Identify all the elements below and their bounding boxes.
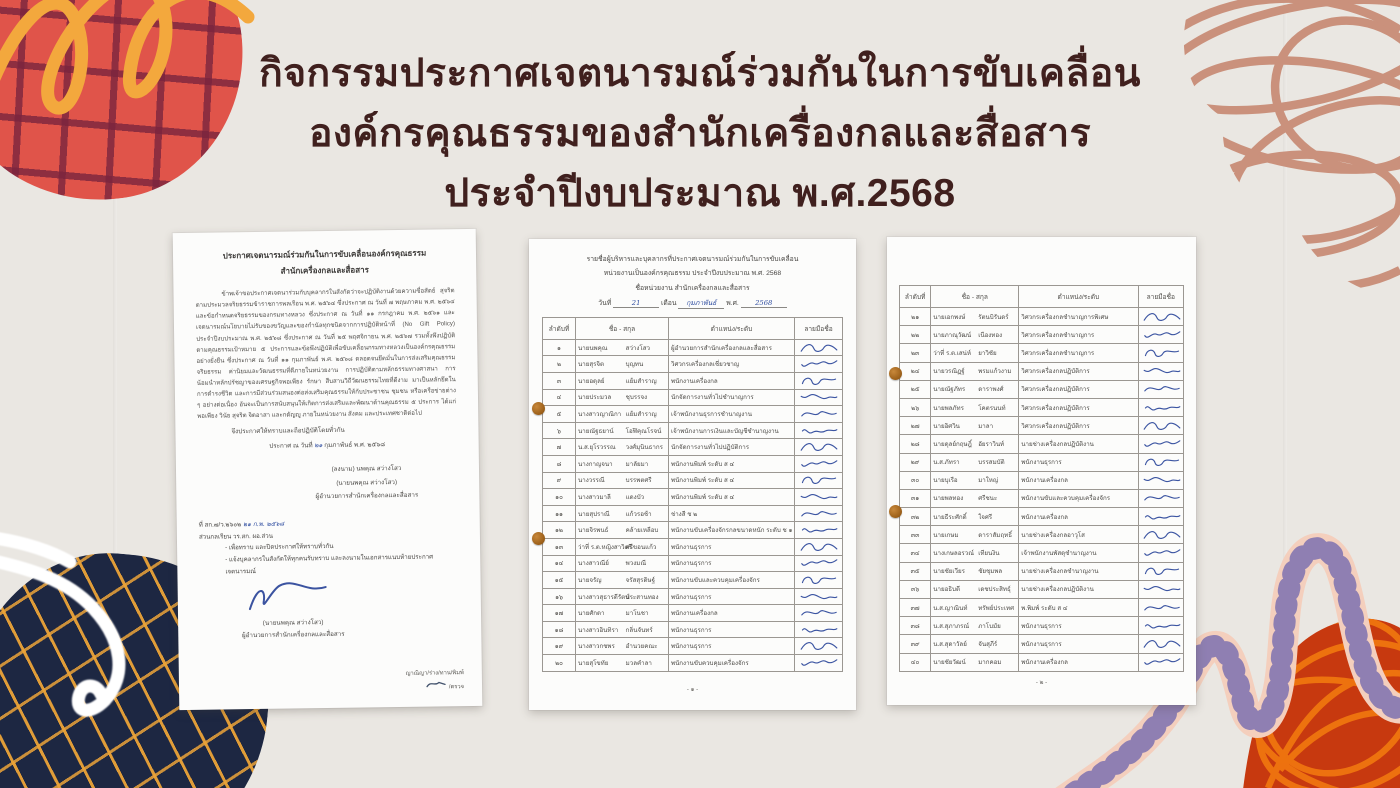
row-name: นายภาณุวัฒน์ เนืองทอง [931, 326, 1019, 344]
table-row [900, 635, 1184, 653]
row-signature [795, 372, 843, 389]
signature-squiggle-icon [1141, 655, 1183, 669]
table-row [900, 544, 1184, 562]
row-position: พนักงานพิมพ์ ระดับ ส ๔ [669, 489, 795, 506]
row-signature [795, 505, 843, 522]
row-position: เจ้าพนักงานการเงินและบัญชีชำนาญงาน [669, 422, 795, 439]
table-row [900, 580, 1184, 598]
row-number: ๓๓ [900, 526, 931, 544]
signature-squiggle-icon [798, 656, 840, 670]
row-signature [795, 555, 843, 572]
row-number: ๙ [543, 472, 576, 489]
row-position: เจ้าพนักงานธุรการชำนาญงาน [669, 406, 795, 423]
row-position: พนักงานขับควบคุมเครื่องจักร [669, 655, 795, 672]
row-signature [1138, 344, 1183, 362]
row-name: นางวรรณี บรรพตศรี [576, 472, 669, 489]
row-position: นายช่างเครื่องกลปฏิบัติงาน [1019, 435, 1138, 453]
row-name: นางสาวกชพร อำนวยคณะ [576, 638, 669, 655]
row-signature [795, 439, 843, 456]
row-position: พนักงานธุรการ [1019, 453, 1138, 471]
row-position: วิศวกรเครื่องกลปฏิบัติการ [1019, 362, 1138, 380]
table-row [543, 655, 843, 672]
row-signature [1138, 489, 1183, 507]
row-position: พนักงานขับและควบคุมเครื่องจักร [669, 572, 795, 589]
row-number: ๓๖ [900, 580, 931, 598]
binder-hole-dot [532, 402, 545, 415]
row-name: นายสุโขทัย มวลคำลา [576, 655, 669, 672]
row-name: นายวรณิฏฐ์ พรมแก้วงาม [931, 362, 1019, 380]
handwritten-month: กุมภาพันธ์ [678, 297, 724, 309]
table-row [543, 356, 843, 373]
row-position: พนักงานธุรการ [669, 555, 795, 572]
signature-squiggle-icon [798, 590, 840, 604]
row-signature [795, 406, 843, 423]
table-row [543, 422, 843, 439]
signature-squiggle-icon [798, 556, 840, 570]
row-signature [795, 538, 843, 555]
initials-squiggle-icon [425, 680, 447, 689]
letter-closing: จึงประกาศให้ทราบและถือปฏิบัติโดยทั่วกัน [231, 426, 345, 436]
row-name: นายชัยเวียร ชัยชุมพล [931, 562, 1019, 580]
signature-squiggle-icon [798, 407, 840, 421]
row-signature [795, 655, 843, 672]
row-number: ๑๒ [543, 522, 576, 539]
row-signature [795, 572, 843, 589]
row-name: น.ส.สุภาภรณ์ ภาโบมัย [931, 617, 1019, 635]
row-name: นางสาวณีย์ พวงมณี [576, 555, 669, 572]
row-signature [1138, 562, 1183, 580]
row-signature [795, 522, 843, 539]
signature-squiggle-icon [1141, 419, 1183, 433]
signature-squiggle-icon [798, 540, 840, 554]
row-signature [1138, 580, 1183, 598]
row-number: ๒๙ [900, 453, 931, 471]
row-position: ช่างสี ช ๒ [669, 505, 795, 522]
row-number: ๓๕ [900, 562, 931, 580]
table-row [900, 417, 1184, 435]
row-signature [1138, 526, 1183, 544]
signature-squiggle-icon [798, 573, 840, 587]
row-name: นางสาวสุธารดีรัตน์ ประสานทอง [576, 588, 669, 605]
row-name: นายพลภัทร โคตรนนท์ [931, 398, 1019, 416]
table-row [900, 362, 1184, 380]
table-row [900, 398, 1184, 416]
page-title [0, 44, 1400, 224]
table-row [543, 406, 843, 423]
row-signature [795, 489, 843, 506]
row-name: นายธีระศักดิ์ ใจศรี [931, 508, 1019, 526]
row-name: น.ส.ยุโรวรรณ วงศ์มุนินธากร [576, 439, 669, 456]
signature-squiggle-icon [1141, 401, 1183, 415]
row-number: ๓๗ [900, 599, 931, 617]
row-position: นักจัดการงานทั่วไปปฏิบัติการ [669, 439, 795, 456]
row-name: นายนพคุณ สว่างโสว [576, 339, 669, 356]
row-name: นายชัยวัฒน์ มากคอม [931, 653, 1019, 671]
row-name: นางสาวอินทิรา กลิ่นจันทร์ [576, 621, 669, 638]
signature-squiggle-icon [798, 374, 840, 388]
row-name: นายพลทอง ศรีชนะ [931, 489, 1019, 507]
row-position: นายช่างเครื่องกลอาวุโส [1019, 526, 1138, 544]
row-name: นายบุเรือ มาใหญ่ [931, 471, 1019, 489]
note-line: - เพื่อทราบ และปิดประกาศให้ทราบทั่วกัน [225, 543, 334, 552]
handwritten-day: 21 [613, 299, 659, 308]
row-position: ผู้อำนวยการสำนักเครื่องกลและสื่อสาร [669, 339, 795, 356]
table-row [900, 489, 1184, 507]
table-row [900, 435, 1184, 453]
row-number: ๒๖ [900, 398, 931, 416]
table-row [543, 472, 843, 489]
row-position: พนักงานธุรการ [669, 638, 795, 655]
row-name: นายจรัญ จรัสสุรดิษฐ์ [576, 572, 669, 589]
page-title-line3: ประจำปีงบประมาณ พ.ศ.2568 [444, 172, 956, 215]
table-header-row [543, 317, 843, 339]
row-position: วิศวกรเครื่องกลปฏิบัติการ [1019, 398, 1138, 416]
signature-squiggle-icon [798, 424, 840, 438]
proclamation-letter-scan [173, 229, 483, 710]
signature-squiggle-icon [798, 507, 840, 521]
row-signature [1138, 599, 1183, 617]
row-name: นายสุปราณี แก้วรอช้า [576, 505, 669, 522]
signer-title: ผู้อำนวยการสำนักเครื่องกลและสื่อสาร [315, 491, 419, 501]
row-number: ๒๓ [900, 344, 931, 362]
unit-name-line: ชื่อหน่วยงาน สำนักเครื่องกลและสื่อสาร [635, 284, 750, 292]
row-number: ๑๑ [543, 505, 576, 522]
row-number: ๒๒ [900, 326, 931, 344]
row-number: ๑ [543, 339, 576, 356]
attention-line: ส่วนกลเรียน วร.สก. ผอ.ส่วน [198, 532, 274, 541]
column-header: ตำแหน่ง/ระดับ [1019, 286, 1138, 308]
row-signature [795, 389, 843, 406]
signature-squiggle-icon [798, 440, 840, 454]
row-name: นางสาวมาลี แดงบัว [576, 489, 669, 506]
row-name: นายศักดา มาโนชา [576, 605, 669, 622]
row-name: นายดุลย์กฤษฎิ์ อัยราวินท์ [931, 435, 1019, 453]
table-row [543, 489, 843, 506]
signature-squiggle-icon [798, 623, 840, 637]
signature-table-page-1 [529, 239, 856, 710]
row-position: วิศวกรเครื่องกลเชี่ยวชาญ [669, 356, 795, 373]
signature-squiggle-icon [1141, 582, 1183, 596]
row-signature [795, 605, 843, 622]
table-row [900, 508, 1184, 526]
column-header: ชื่อ - สกุล [576, 317, 669, 339]
row-number: ๑๖ [543, 588, 576, 605]
signature-squiggle-icon [1141, 601, 1183, 615]
table-row [543, 505, 843, 522]
row-position: นายช่างเครื่องกลชำนาญงาน [1019, 562, 1138, 580]
signature-table-page-2 [887, 237, 1196, 705]
handwritten-ref-date: ๒๑ ก.พ. ๒๕๖๘ [242, 520, 285, 528]
row-signature [795, 472, 843, 489]
signer-name: (นายนพคุณ สว่างโสว) [336, 478, 398, 487]
signature-squiggle-icon [1141, 619, 1183, 633]
row-number: ๔ [543, 389, 576, 406]
table-row [543, 572, 843, 589]
row-signature [1138, 544, 1183, 562]
row-position: วิศวกรเครื่องกลชำนาญการ [1019, 344, 1138, 362]
row-number: ๑๗ [543, 605, 576, 622]
row-signature [795, 455, 843, 472]
row-signature [795, 356, 843, 373]
table-row [543, 339, 843, 356]
table-row [543, 605, 843, 622]
table-row [900, 562, 1184, 580]
row-signature [795, 638, 843, 655]
signature-squiggle-icon [798, 606, 840, 620]
table-row [543, 555, 843, 572]
row-name: นายณัฐธยาน์ โอฬิคุณโรจน์ [576, 422, 669, 439]
row-signature [1138, 417, 1183, 435]
row-number: ๒๘ [900, 435, 931, 453]
row-position: พนักงานธุรการ [669, 588, 795, 605]
row-name: ว่าที่ ร.ต.หญิงสาวิตรี ศรีขอนแก้ว [576, 538, 669, 555]
row-signature [795, 339, 843, 356]
signature-squiggle-icon [798, 473, 840, 487]
row-position: พนักงานธุรการ [669, 621, 795, 638]
signature-squiggle-icon [1141, 491, 1183, 505]
page-number: - ๑ - [686, 687, 699, 693]
row-name: นายเกษม ดาราสัมฤทธิ์ [931, 526, 1019, 544]
row-position: พนักงานเครื่องกล [669, 372, 795, 389]
signature-squiggle-icon [1141, 310, 1183, 324]
row-position: พนักงานเครื่องกล [669, 605, 795, 622]
row-position: วิศวกรเครื่องกลชำนาญการ [1019, 326, 1138, 344]
row-number: ๑๐ [543, 489, 576, 506]
row-position: พนักงานขับเครื่องจักรกลขนาดหนัก ระดับ ช ๑ [669, 522, 795, 539]
table-row [900, 526, 1184, 544]
row-signature [795, 422, 843, 439]
handwritten-notes [199, 516, 459, 579]
signer2-title: ผู้อำนวยการสำนักเครื่องกลและสื่อสาร [241, 630, 345, 640]
row-number: ๒๗ [900, 417, 931, 435]
letter-date-line: ประกาศ ณ วันที่ ๒๑ กุมภาพันธ์ พ.ศ. ๒๕๖๘ [269, 441, 386, 450]
signatories-table [542, 317, 843, 672]
signature-squiggle-icon [798, 341, 840, 355]
row-position: นักจัดการงานทั่วไปชำนาญการ [669, 389, 795, 406]
signature-block-2 [218, 616, 368, 643]
row-position: พนักงานขับและควบคุมเครื่องจักร [1019, 489, 1138, 507]
row-name: นางสาวญาณิกา แย้มสำราญ [576, 406, 669, 423]
note-line: - แจ้งบุคลากรในสังกัดให้ทุกคนรับทราบ และลงนามในเอกสารแนบท้ายประกาศเจตนารมณ์ [225, 553, 434, 576]
letter-heading: ประกาศเจตนารมณ์ร่วมกันในการขับเคลื่อนองค์กรคุณธรรม [222, 248, 427, 261]
row-name: นายประมวล ชุบรรจง [576, 389, 669, 406]
signature-squiggle-icon [1141, 510, 1183, 524]
row-number: ๗ [543, 439, 576, 456]
page-title-line2: องค์กรคุณธรรมของสำนักเครื่องกลและสื่อสาร [308, 112, 1092, 155]
row-position: พ.พิมพ์ ระดับ ส ๔ [1019, 599, 1138, 617]
row-number: ๓๙ [900, 635, 931, 653]
table-row [543, 638, 843, 655]
row-name: นายเอกพงษ์ รัตนบิรันดร์ [931, 308, 1019, 326]
row-number: ๑๘ [543, 621, 576, 638]
row-name: นายอธิบดี เดชประสิทธุ์ [931, 580, 1019, 598]
row-position: พนักงานเครื่องกล [1019, 508, 1138, 526]
table-row [900, 308, 1184, 326]
row-position: เจ้าพนักงานพัสดุชำนาญงาน [1019, 544, 1138, 562]
row-name: นายณัฐภัทร ดาราพงศ์ [931, 380, 1019, 398]
column-header: ชื่อ - สกุล [931, 286, 1019, 308]
row-number: ๒๔ [900, 362, 931, 380]
row-signature [1138, 380, 1183, 398]
table-row [543, 439, 843, 456]
row-number: ๖ [543, 422, 576, 439]
signature-squiggle-icon [1141, 473, 1183, 487]
binder-hole-dot [532, 532, 545, 545]
row-position: พนักงานธุรการ [1019, 617, 1138, 635]
table-row [543, 538, 843, 555]
drafting-footer: ญาณิญา/ร่าง/ทาน/พิมพ์ /ตรวจ [405, 670, 465, 691]
signature-squiggle-icon [1141, 382, 1183, 396]
letter-body: ข้าพเจ้าขอประกาศเจตนาร่วมกับบุคลากรในสังกัดว่าจะปฏิบัติงานด้วยความซื่อสัตย์ สุจริต ตามประมวลจริยธรรมข้าราชการพลเรือน พ.ศ. ๒๕๖๔ ซึ่งประกาศ ณ วันที่ ๗ พฤษภาคม พ.ศ. ๒๕๖๔ และข้อกำหนดจริยธรรมของกรมทางหลวง ซึ่งประกาศ ณ วันที่ ๑๑ กรกฎาคม พ.ศ. ๒๕๖๑ และเจตนารมณ์นโยบายไม่รับของขวัญและของกำนัลทุกชนิดจากการปฏิบัติหน้าที่ (No Gift Policy) ประจำปีงบประมาณ พ.ศ. ๒๕๖๘ ซึ่งประกาศ ณ วันที่ ๒๕ พฤศจิกายน พ.ศ. ๒๕๖๗ รวมทั้งพึงปฏิบัติตามคุณธรรมเป้าหมาย ๕ ประการและข้อพึงปฏิบัติเพื่อขับเคลื่อนกรมทางหลวงเป็นองค์กรคุณธรรมอย่างยั่งยืน ซึ่งประกาศ ณ วันที่ ๑๑ กุมภาพันธ์ พ.ศ. ๒๕๖๘ ตลอดจนยึดมั่นในการส่งเสริมคุณธรรม จริยธรรม ค่านิยมและวัฒนธรรมที่ดีภายในหน่วยงาน การปฏิบัติตามหลักธรรมทางศาสนา การน้อมนำหลักปรัชญาของเศรษฐกิจพอเพียง รักษา สืบสานวิถีวัฒนธรรมไทยที่ดีงาม มาเป็นหลักยึดในการดำรงชีวิต และการมีส่วนร่วมสนองต่อส่งเสริมคุณธรรมให้กับประชาชน ชุมชน หรือเครือข่ายต่าง ๆ อย่างต่อเนื่อง อันจะเป็นการสนับสนุนให้เกิดการส่งเสริมและพัฒนาด้านคุณธรรม ๕ ประการ ได้แก่ พอเพียง วินัย สุจริต จิตอาสา และกตัญญู ภายในหน่วยงาน สังคม และประเทศชาติต่อไป [195, 287, 457, 420]
table-row [543, 389, 843, 406]
letter-subheading: สำนักเครื่องกลและสื่อสาร [280, 264, 369, 276]
table-row [543, 455, 843, 472]
row-signature [795, 588, 843, 605]
table-row [543, 588, 843, 605]
row-number: ๒๕ [900, 380, 931, 398]
column-header: ลำดับที่ [900, 286, 931, 308]
signature-squiggle-icon [798, 390, 840, 404]
signature-squiggle-icon [798, 357, 840, 371]
table-title: รายชื่อผู้บริหารและบุคลากรที่ประกาศเจตนารมณ์ร่วมกันในการขับเคลื่อน [586, 256, 799, 263]
signature-squiggle-icon [1141, 546, 1183, 560]
signature-squiggle-icon [798, 639, 840, 653]
handwritten-year: 2568 [741, 299, 787, 308]
row-signature [1138, 362, 1183, 380]
table-header-block [542, 253, 843, 296]
signatories-table [899, 285, 1184, 672]
table-row [543, 372, 843, 389]
signature-squiggle-icon [1141, 528, 1183, 542]
row-number: ๑๕ [543, 572, 576, 589]
table-row [900, 326, 1184, 344]
binder-hole-dot [889, 367, 902, 380]
column-header: ตำแหน่ง/ระดับ [669, 317, 795, 339]
row-name: นายอิศวิน มาลา [931, 417, 1019, 435]
row-signature [1138, 326, 1183, 344]
row-number: ๑๙ [543, 638, 576, 655]
row-name: น.ส.ญาณินท์ ทรัพย์ประเทศ [931, 599, 1019, 617]
row-signature [795, 621, 843, 638]
table-row [543, 522, 843, 539]
row-name: นายจิรพนธ์ คล้ายเหลือบ [576, 522, 669, 539]
row-signature [1138, 635, 1183, 653]
row-name: น.ส.สุดาวัลย์ จันสุภีร์ [931, 635, 1019, 653]
column-header: ลำดับที่ [543, 317, 576, 339]
signature-squiggle-icon [1141, 455, 1183, 469]
table-row [900, 653, 1184, 671]
signed-line: (ลงนาม) นพคุณ สว่างโสว [331, 465, 402, 474]
row-position: นายช่างเครื่องกลปฏิบัติงาน [1019, 580, 1138, 598]
row-number: ๓๒ [900, 508, 931, 526]
row-number: ๘ [543, 455, 576, 472]
column-header: ลายมือชื่อ [795, 317, 843, 339]
row-signature [1138, 653, 1183, 671]
row-position: พนักงานเครื่องกล [1019, 471, 1138, 489]
row-number: ๓๑ [900, 489, 931, 507]
signature-squiggle-icon [798, 457, 840, 471]
row-number: ๒๐ [543, 655, 576, 672]
row-number: ๑๔ [543, 555, 576, 572]
row-number: ๔๐ [900, 653, 931, 671]
table-subtitle: หน่วยงานเป็นองค์กรคุณธรรม ประจำปีงบประมาณ พ.ศ. 2568 [603, 270, 782, 278]
signer2-name: (นายนพคุณ สว่างโสว) [262, 618, 324, 627]
row-number: ๕ [543, 406, 576, 423]
page-number: - ๒ - [1035, 680, 1048, 686]
signature-squiggle-icon [1141, 437, 1183, 451]
row-number: ๓๘ [900, 617, 931, 635]
row-signature [1138, 398, 1183, 416]
ref-number: ที่ สก.๗/ว.๒๖๐๒ [198, 520, 242, 529]
signature-block [198, 461, 458, 505]
row-position: วิศวกรเครื่องกลปฏิบัติการ [1019, 380, 1138, 398]
row-position: พนักงานพิมพ์ ระดับ ส ๔ [669, 455, 795, 472]
row-name: นายสุรจิต บุญทน [576, 356, 669, 373]
handwritten-day: ๒๑ [314, 442, 323, 450]
signature-squiggle-icon [1141, 328, 1183, 342]
row-signature [1138, 308, 1183, 326]
row-number: ๓ [543, 372, 576, 389]
row-signature [1138, 471, 1183, 489]
table-row [900, 617, 1184, 635]
table-row [543, 621, 843, 638]
row-number: ๓๐ [900, 471, 931, 489]
table-row [900, 453, 1184, 471]
row-position: พนักงานธุรการ [669, 538, 795, 555]
signature-squiggle-icon [1141, 346, 1183, 360]
table-row [900, 380, 1184, 398]
signature-squiggle-icon [1141, 364, 1183, 378]
column-header: ลายมือชื่อ [1138, 286, 1183, 308]
signature-squiggle-icon [798, 523, 840, 537]
row-number: ๒๑ [900, 308, 931, 326]
row-name: นายอดุลย์ แย้มสำราญ [576, 372, 669, 389]
row-signature [1138, 453, 1183, 471]
signature-squiggle-icon [1141, 564, 1183, 578]
table-date-line: วันที่ 21 เดือน กุมภาพันธ์ พ.ศ. 2568 [542, 297, 843, 309]
signature-squiggle-icon [798, 490, 840, 504]
row-number: ๑๓ [543, 538, 576, 555]
row-name: นางกาญจนา มาลัยมา [576, 455, 669, 472]
row-number: ๓๔ [900, 544, 931, 562]
binder-hole-dot [889, 505, 902, 518]
row-position: วิศวกรเครื่องกลชำนาญการพิเศษ [1019, 308, 1138, 326]
row-position: วิศวกรเครื่องกลปฏิบัติการ [1019, 417, 1138, 435]
table-row [900, 471, 1184, 489]
row-number: ๒ [543, 356, 576, 373]
table-header-row [900, 286, 1184, 308]
row-name: นางเกษลอรวณ์ เทียนงิน [931, 544, 1019, 562]
row-position: พนักงานพิมพ์ ระดับ ส ๔ [669, 472, 795, 489]
row-name: น.ส.ภัทรา บรรสมบัติ [931, 453, 1019, 471]
row-name: ว่าที่ ร.ต.เสน่ห์ ยาวิชัย [931, 344, 1019, 362]
row-position: พนักงานเครื่องกล [1019, 653, 1138, 671]
row-signature [1138, 617, 1183, 635]
row-signature [1138, 508, 1183, 526]
table-row [900, 599, 1184, 617]
page-title-line1: กิจกรรมประกาศเจตนารมณ์ร่วมกันในการขับเคลื่อน [259, 52, 1141, 95]
row-position: พนักงานธุรการ [1019, 635, 1138, 653]
director-signature-squiggle-icon [238, 576, 460, 618]
signature-squiggle-icon [1141, 637, 1183, 651]
row-signature [1138, 435, 1183, 453]
table-row [900, 344, 1184, 362]
